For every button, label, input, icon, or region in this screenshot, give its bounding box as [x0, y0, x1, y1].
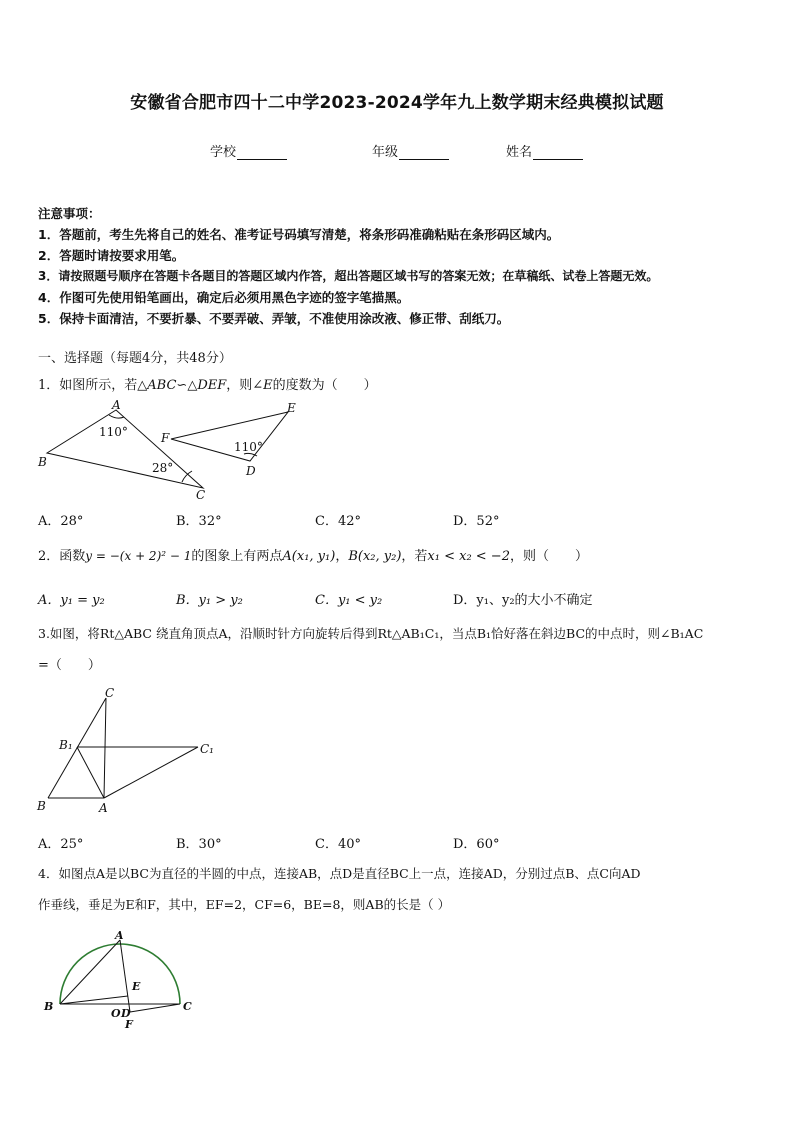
q1-text: 的度数为（ ） [272, 378, 377, 393]
angle-d-label: 110° [234, 440, 263, 454]
label-a: A [115, 929, 124, 942]
q1-option-a[interactable]: A．28° [38, 514, 84, 529]
label-a: A [112, 398, 121, 412]
q2-text: 的图象上有两点 [191, 549, 283, 564]
question-3-line2: =（ ） [38, 658, 101, 673]
segment-be [60, 996, 128, 1004]
q2-point-a: A(x₁, y₁) [282, 549, 336, 564]
q2-option-b[interactable]: B．y₁ > y₂ [176, 593, 243, 608]
name-field [506, 141, 583, 160]
q1-text: 1．如图所示，若△ [38, 378, 148, 393]
q1-option-b[interactable]: B．32° [176, 514, 222, 529]
label-c: C [196, 488, 206, 502]
label-e: E [132, 980, 141, 993]
semicircle-arc [60, 944, 180, 1004]
triangle-abc [47, 410, 203, 488]
label-b: B [38, 455, 47, 469]
angle-a-label: 110° [99, 425, 128, 439]
segment-ab1 [77, 747, 104, 798]
q2-text: 2．函数 [38, 549, 86, 564]
segment-cf [130, 1004, 180, 1012]
grade-label: 年级 [372, 145, 399, 160]
grade-field [372, 141, 449, 160]
question-1 [38, 374, 377, 393]
label-o: O [111, 1007, 121, 1020]
q2-condition: x₁ < x₂ < −2 [427, 549, 510, 564]
label-d: D [121, 1007, 131, 1020]
q2-option-d[interactable]: D．y₁、y₂的大小不确定 [453, 593, 593, 608]
notice-heading: 注意事项： [38, 206, 101, 221]
triangle-def [171, 412, 288, 461]
question-4-line1: 4．如图点A是以BC为直径的半圆的中点，连接AB，点D是直径BC上一点，连接AD，分别过点B、点C向AD [38, 866, 641, 881]
q1-option-d[interactable]: D．52° [453, 514, 500, 529]
q2-option-a[interactable]: A．y₁ = y₂ [38, 593, 105, 608]
q3-option-a[interactable]: A．25° [38, 837, 84, 852]
q1-abc: ABC [147, 378, 177, 393]
grade-blank [399, 147, 449, 160]
q3-option-b[interactable]: B．30° [176, 837, 222, 852]
label-c1: C₁ [200, 742, 214, 756]
question-3-line1: 3.如图，将Rt△ABC 绕直角顶点A，沿顺时针方向旋转后得到Rt△AB₁C₁，当点B₁恰好落在斜边BC的中点时，则∠B₁AC [38, 626, 704, 641]
q1-option-c[interactable]: C．42° [315, 514, 361, 529]
notice-item: 1．答题前，考生先将自己的姓名、准考证号码填写清楚，将条形码准确粘贴在条形码区域内。 [38, 227, 560, 242]
segment-ad [120, 940, 130, 1012]
label-c: C [105, 686, 115, 700]
label-c: C [183, 1000, 192, 1013]
notice-block [38, 203, 658, 329]
q1-sim: ∽△ [176, 378, 198, 393]
notice-item: 5．保持卡面清洁，不要折暴、不要弄破、弄皱，不准使用涂改液、修正带、刮纸刀。 [38, 311, 510, 326]
q2-separator: ， [335, 549, 349, 564]
q1-figure [35, 398, 315, 504]
label-b1: B₁ [59, 738, 73, 752]
name-blank [533, 147, 583, 160]
notice-item: 2．答题时请按要求用笔。 [38, 248, 185, 263]
label-b: B [44, 1000, 54, 1013]
section-heading: 一、选择题（每题4分，共48分） [38, 351, 232, 366]
segment-ac [104, 698, 106, 798]
q1-text: ，则∠ [226, 378, 264, 393]
label-a: A [99, 801, 108, 815]
label-f: F [125, 1018, 133, 1031]
school-field [210, 141, 287, 160]
q2-point-b: B(x₂, y₂) [348, 549, 402, 564]
notice-item: 3．请按照题号顺序在答题卡各题目的答题区域内作答，超出答题区域书写的答案无效；在草稿纸、试卷上答题无效。 [38, 269, 659, 283]
question-4-line2: 作垂线，垂足为E和F，其中，EF=2，CF=6，BE=8，则AB的长是（ ） [38, 897, 451, 912]
school-label: 学校 [210, 145, 237, 160]
q3-option-d[interactable]: D．60° [453, 837, 500, 852]
q2-option-c[interactable]: C．y₁ < y₂ [315, 593, 383, 608]
q1-def: DEF [197, 378, 227, 393]
notice-item: 4．作图可先使用铅笔画出，确定后必须用黑色字迹的签字笔描黑。 [38, 290, 410, 305]
q2-function: y = −(x + 2)² − 1 [85, 549, 192, 563]
name-label: 姓名 [506, 145, 533, 160]
label-e: E [287, 401, 296, 415]
q1-e: E [263, 378, 273, 393]
angle-c-label: 28° [152, 461, 174, 475]
school-blank [237, 147, 287, 160]
label-d: D [246, 464, 256, 478]
q3-figure [33, 684, 223, 816]
segment-ac1 [104, 747, 198, 798]
q2-text: ，若 [401, 549, 428, 564]
q4-figure [38, 926, 208, 1036]
question-2 [38, 545, 588, 564]
q2-text: ，则（ ） [509, 549, 588, 564]
page-title: 安徽省合肥市四十二中学2023-2024学年九上数学期末经典模拟试题 [130, 93, 664, 113]
label-b: B [37, 799, 46, 813]
label-f: F [161, 431, 170, 445]
q3-option-c[interactable]: C．40° [315, 837, 361, 852]
